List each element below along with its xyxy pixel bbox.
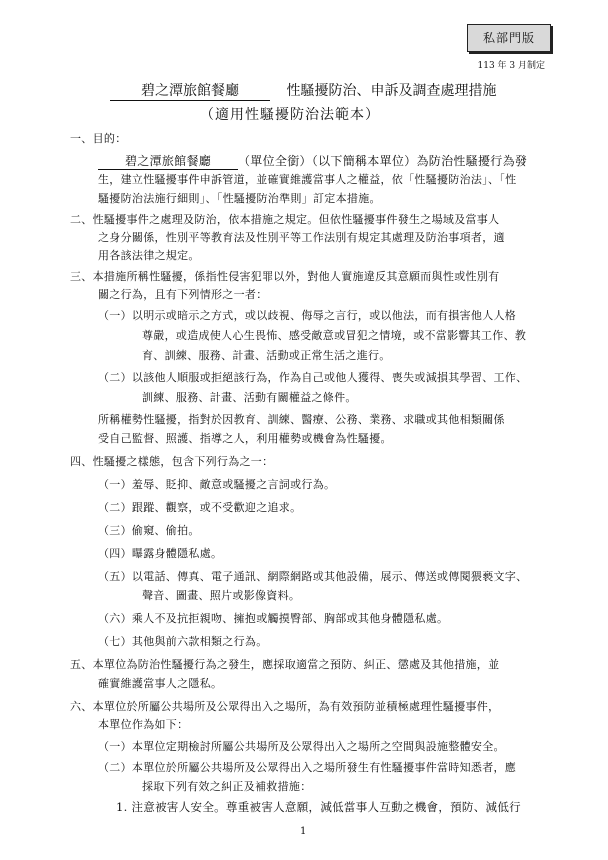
section-6-line-2: 本單位作為如下：	[98, 718, 189, 731]
section-4-item-3: （三）偷窺、偷拍。	[98, 524, 200, 537]
section-4-heading: 四、性騷擾之樣態，包含下列行為之一：	[70, 455, 274, 468]
section-3-line-1: 三、本措施所稱性騷擾，係指性侵害犯罪以外，對他人實施違反其意願而與性或性別有	[70, 270, 500, 283]
section-3-item-1-line-2: 尊嚴，或造成使人心生畏怖、感受敵意或冒犯之情境，或不當影響其工作、教	[142, 329, 527, 342]
section-1-line-2: 生，建立性騷擾事件申訴管道，並確實維護當事人之權益，依「性騷擾防治法」、「性	[98, 173, 517, 186]
section-4-item-4: （四）曝露身體隱私處。	[98, 547, 223, 560]
section-3-note-line-1: 所稱權勢性騷擾，指對於因教育、訓練、醫療、公務、業務、求職或其他相類關係	[98, 413, 505, 426]
section-1-heading: 一、目的：	[70, 132, 127, 145]
section-3-item-2-line-1: （二）以該他人順服或拒絕該行為，作為自己或他人獲得、喪失或減損其學習、工作、	[98, 371, 528, 384]
section-1-line-1	[98, 152, 527, 170]
section-2-line-3: 用各該法律之規定。	[98, 249, 200, 262]
section-4-item-5-line-2: 聲音、圖畫、照片或影像資料。	[142, 589, 301, 602]
version-tag: 私部門版	[467, 24, 551, 52]
section-6-subitem-1: 1. 注意被害人安全。尊重被害人意願，減低當事人互動之機會，預防、減低行	[116, 800, 521, 814]
page-number: 1	[300, 826, 307, 837]
section-2-line-1: 二、性騷擾事件之處理及防治，依本措施之規定。但依性騷擾事件發生之場域及當事人	[70, 213, 500, 226]
section-1-line-1-text: （單位全銜）（以下簡稱本單位）為防治性騷擾行為發	[238, 154, 528, 168]
section-5-line-1: 五、本單位為防治性騷擾行為之發生，應採取適當之預防、糾正、懲處及其他措施，並	[70, 658, 500, 671]
section-3-item-1-line-3: 育、訓練、服務、計畫、活動或正常生活之進行。	[142, 349, 391, 362]
section-4-item-5-line-1: （五）以電話、傳真、電子通訊、網際網路或其他設備，展示、傳送或傳閱猥褻文字、	[98, 570, 528, 583]
section-1-line-3: 騷擾防治法施行細則」、「性騷擾防治準則」訂定本措施。	[98, 192, 381, 205]
section-4-item-7: （七）其他與前六款相類之行為。	[98, 635, 268, 648]
section-5-line-2: 確實維護當事人之隱私。	[98, 677, 223, 690]
section-4-item-1: （一）羞辱、貶抑、敵意或騷擾之言詞或行為。	[98, 478, 336, 491]
section-4-item-6: （六）乘人不及抗拒親吻、擁抱或觸摸臀部、胸部或其他身體隱私處。	[98, 612, 449, 625]
document-title	[110, 80, 496, 101]
section-6-item-2-line-1: （二）本單位於所屬公共場所及公眾得出入之場所發生有性騷擾事件當時知悉者，應	[98, 761, 517, 774]
section-3-item-2-line-2: 訓練、服務、計畫、活動有關權益之條件。	[142, 391, 357, 404]
document-subtitle: （適用性騷擾防治法範本）	[200, 107, 380, 123]
section-4-item-2: （二）跟蹤、觀察，或不受歡迎之追求。	[98, 501, 302, 514]
org-name: 碧之潭旅館餐廳	[110, 80, 270, 101]
section-3-note-line-2: 受自己監督、照護、指導之人，利用權勢或機會為性騷擾。	[98, 432, 392, 445]
section-6-line-1: 六、本單位於所屬公共場所及公眾得出入之場所，為有效預防並積極處理性騷擾事件，	[70, 700, 500, 713]
section-2-line-2: 之身分關係，性別平等教育法及性別平等工作法別有規定其處理及防治事項者，適	[98, 231, 505, 244]
section-3-line-2: 關之行為，且有下列情形之一者：	[98, 288, 268, 301]
section-1-org-name: 碧之潭旅館餐廳	[98, 152, 238, 170]
title-text: 性騷擾防治、申訴及調查處理措施	[286, 83, 497, 99]
enactment-date: 113 年 3 月制定	[477, 61, 545, 71]
section-6-item-1: （一）本單位定期檢討所屬公共場所及公眾得出入之場所之空間與設施整體安全。	[98, 740, 505, 753]
section-6-item-2-line-2: 採取下列有效之糾正及補救措施：	[142, 780, 312, 793]
section-3-item-1-line-1: （一）以明示或暗示之方式，或以歧視、侮辱之言行，或以他法，而有損害他人人格	[98, 309, 517, 322]
